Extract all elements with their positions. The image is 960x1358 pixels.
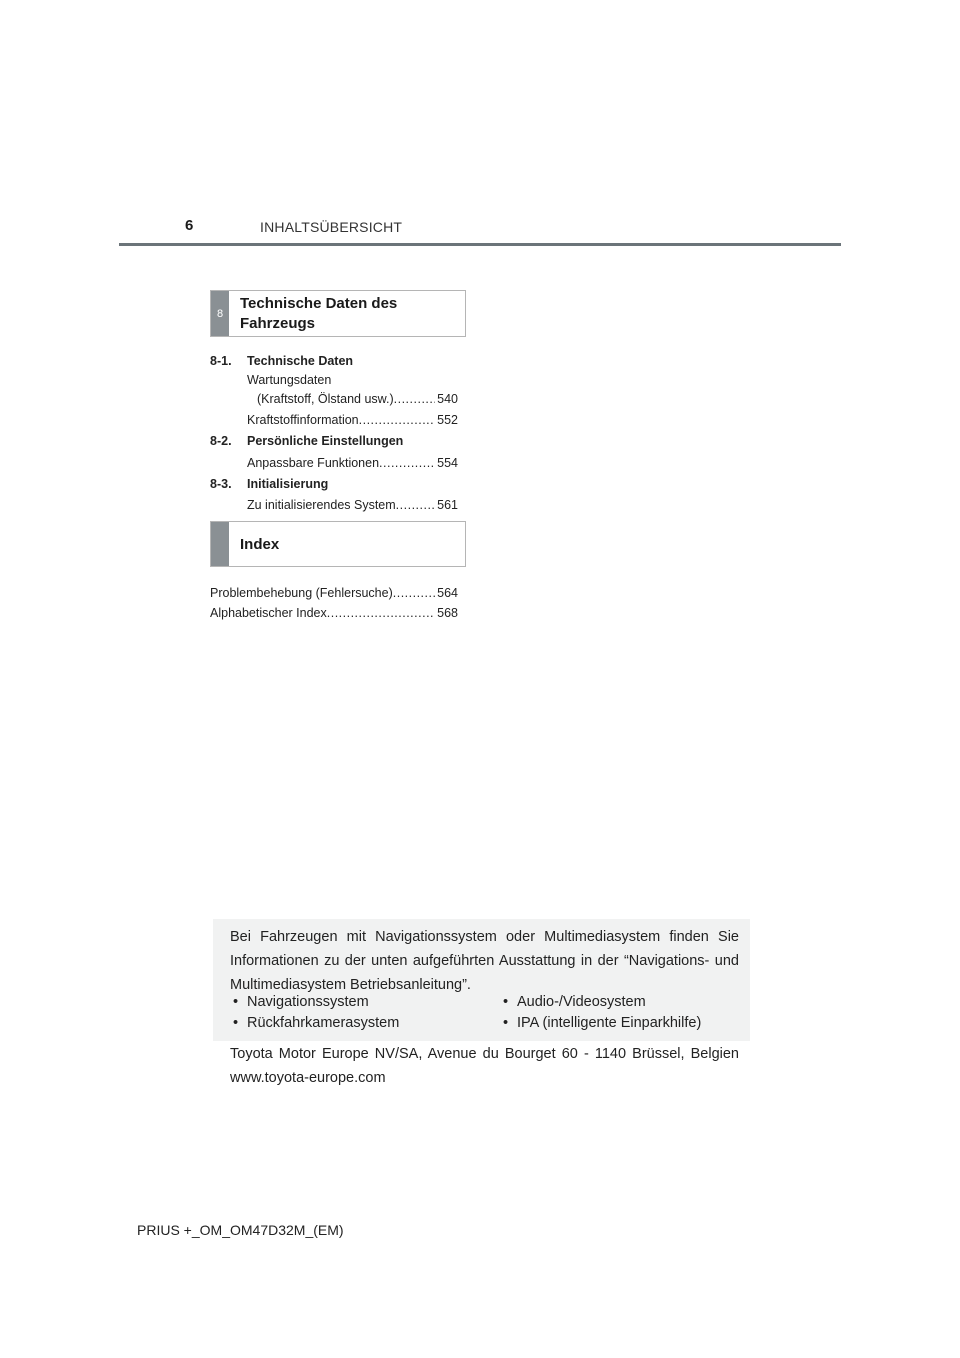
list-item: • Navigationssystem: [233, 994, 369, 1010]
document-code: PRIUS +_OM_OM47D32M_(EM): [137, 1222, 344, 1238]
page-ref: 540: [437, 392, 458, 406]
page-ref: 552: [437, 413, 458, 427]
section-8-toc: [210, 351, 458, 516]
list-item: • Rückfahrkamerasystem: [233, 1015, 400, 1031]
toc-entry[interactable]: (Kraftstoff, Ölstand usw.) ..... 540: [210, 389, 458, 409]
section-tab: [211, 522, 229, 566]
toc-entry[interactable]: Kraftstoffinformation ..... 552: [210, 409, 458, 431]
index-heading: [210, 521, 466, 567]
toc-chapter[interactable]: 8-1. Technische Daten: [210, 354, 354, 368]
header-title: INHALTSÜBERSICHT: [260, 219, 403, 235]
page-ref: 561: [437, 498, 458, 512]
header-divider: [119, 243, 841, 246]
index-toc: [210, 583, 458, 623]
toc-entry[interactable]: Wartungsdaten: [247, 373, 332, 387]
toc-chapter[interactable]: 8-2. Persönliche Einstellungen: [210, 434, 404, 448]
toc-entry[interactable]: Problembehebung (Fehlersuche) ..... 564: [210, 583, 458, 603]
page-ref: 564: [437, 586, 458, 600]
publisher-address: Toyota Motor Europe NV/SA, Avenue du Bourget 60 - 1140 Brüssel, Belgien www.toyota-europe.com: [230, 1046, 739, 1086]
toc-chapter[interactable]: 8-3. Initialisierung: [210, 477, 329, 491]
section-title: Technische Daten des Fahrzeugs: [240, 295, 398, 332]
list-item: • IPA (intelligente Einparkhilfe): [503, 1015, 702, 1031]
section-tab: 8: [211, 291, 229, 336]
page-number: 6: [185, 217, 194, 234]
toc-entry[interactable]: Zu initialisierendes System ..... 561: [210, 494, 458, 516]
section-8-heading: [210, 290, 466, 337]
page-ref: 568: [437, 606, 458, 620]
toc-entry[interactable]: Alphabetischer Index ..... 568: [210, 603, 458, 623]
list-item: • Audio-/Videosystem: [503, 994, 646, 1010]
page-ref: 554: [437, 456, 458, 470]
info-text: Bei Fahrzeugen mit Navigationssystem oder Multimediasystem finden Sie Informationen zu der unten aufgeführten Ausstattung in der “Navigations- und Multimediasystem Betriebsanleitung”.: [230, 929, 739, 993]
info-box: [213, 919, 750, 1041]
section-title: Index: [240, 536, 280, 553]
toc-entry[interactable]: Anpassbare Funktionen ..... 554: [210, 452, 458, 474]
